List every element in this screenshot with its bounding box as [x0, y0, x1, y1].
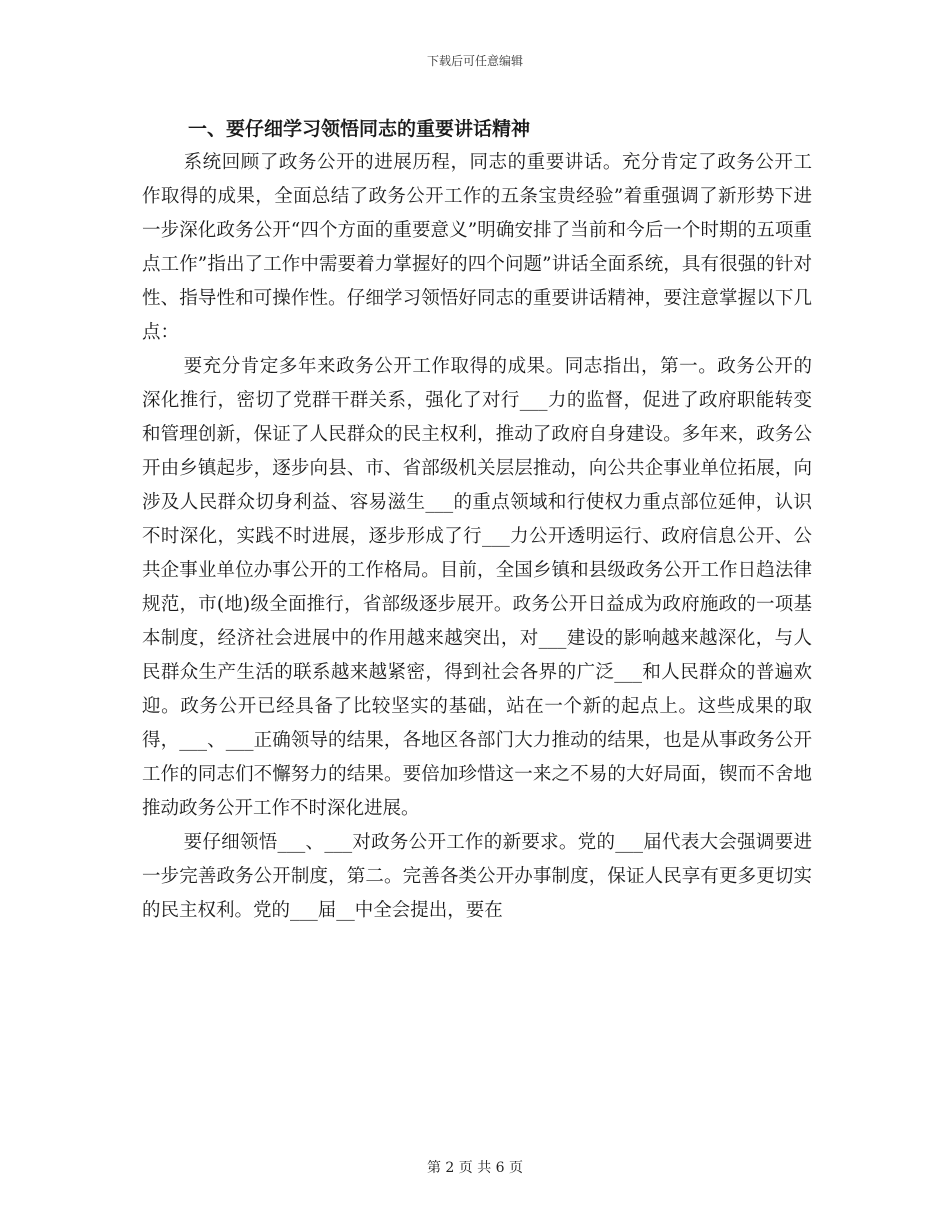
paragraph-list — [142, 146, 812, 928]
section-heading: 一、要仔细学习领悟同志的重要讲话精神 — [188, 118, 531, 140]
paragraph-3: 要仔细领悟___、___对政务公开工作的新要求。党的___届代表大会强调要进一步完善政务公开制度，第二。完善各类公开办事制度，保证人民享有更多更切实的民主权利。党的___届__中全会提出，要在 — [142, 832, 812, 921]
paragraph-2: 要充分肯定多年来政务公开工作取得的成果。同志指出，第一。政务公开的深化推行，密切了党群干群关系，强化了对行___力的监督，促进了政府职能转变和管理创新，保证了人民群众的民主权利，推动了政府自身建设。多年来，政务公开由乡镇起步，逐步向县、市、省部级机关层层推动，向公共企事业单位拓展，向涉及人民群众切身利益、容易滋生___的重点领域和行使权力重点部位延伸，认识不时深化，实践不时进展，逐步形成了行___力公开透明运行、政府信息公开、公共企事业单位办事公开的工作格局。目前，全国乡镇和县级政务公开工作日趋法律规范，市(地)级全面推行，省部级逐步展开。政务公开日益成为政府施政的一项基本制度，经济社会进展中的作用越来越突出，对___建设的影响越来越深化，与人民群众生产生活的联系越来越紧密，得到社会各界的广泛___和人民群众的普遍欢迎。政务公开已经具备了比较坚实的基础，站在一个新的起点上。这些成果的取得，___、___正确领导的结果，各地区各部门大力推动的结果，也是从事政务公开工作的同志们不懈努力的结果。要倍加珍惜这一来之不易的大好局面，锲而不舍地推动政务公开工作不时深化进展。 — [142, 356, 812, 819]
page-number-footer: 第 2 页 共 6 页 — [426, 1160, 524, 1176]
paragraph-1: 系统回顾了政务公开的进展历程，同志的重要讲话。充分肯定了政务公开工作取得的成果，全面总结了政务公开工作的五条宝贵经验”着重强调了新形势下进一步深化政务公开“四个方面的重要意义”明确安排了当前和今后一个时期的五项重点工作”指出了工作中需要着力掌握好的四个问题”讲话全面系统，具有很强的针对性、指导性和可操作性。仔细学习领悟好同志的重要讲话精神，要注意掌握以下几点： — [142, 152, 812, 343]
page-header-note: 下载后可任意编辑 — [426, 54, 523, 68]
document-body — [142, 112, 812, 928]
